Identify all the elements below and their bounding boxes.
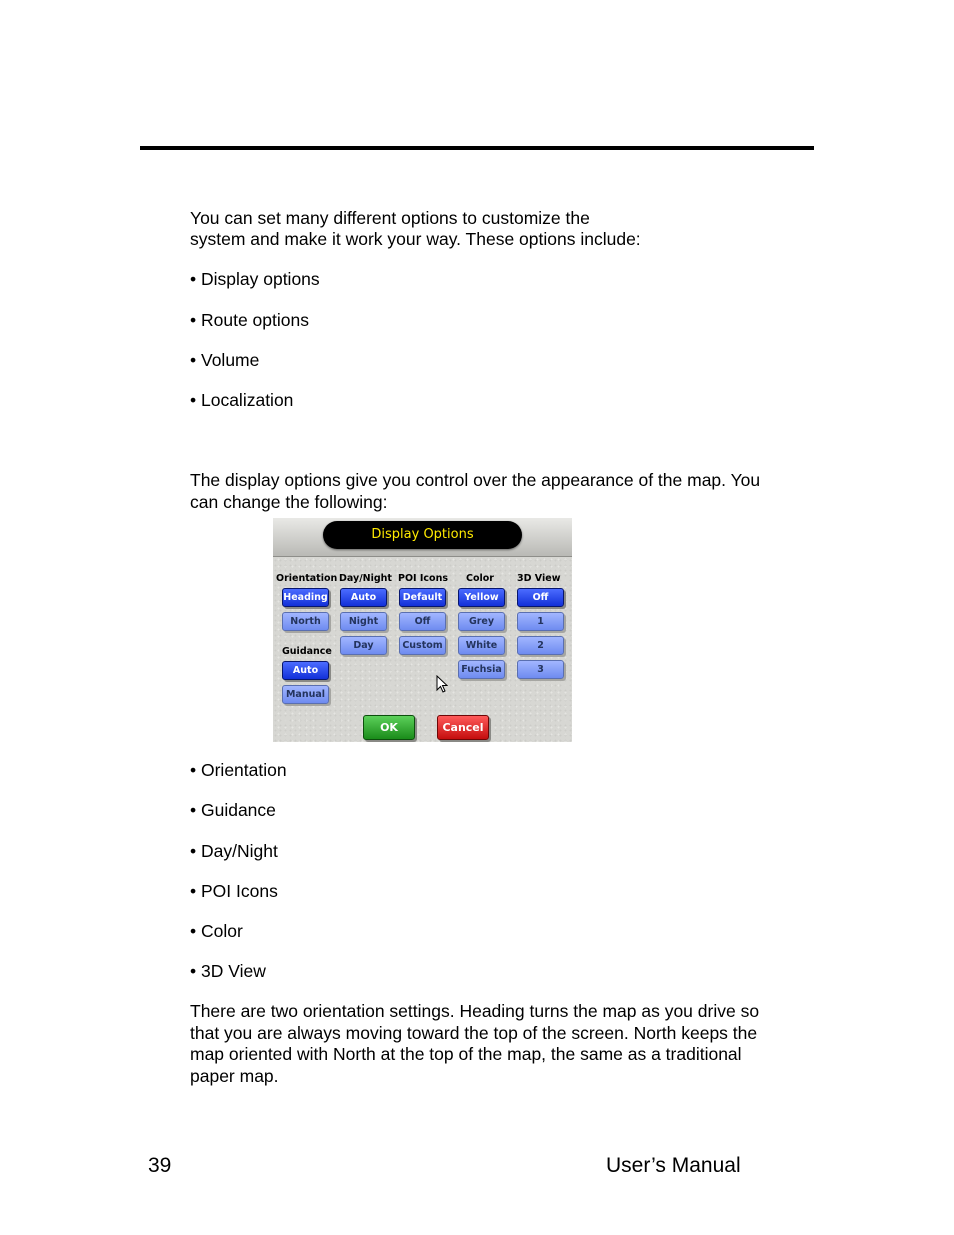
orientation-north-button[interactable]: North [282,612,329,631]
cancel-button[interactable]: Cancel [437,715,489,740]
orientation-header: Orientation [276,573,338,584]
list-item-color: • Color [190,921,243,941]
screen-header [273,518,572,557]
color-grey-button[interactable]: Grey [458,612,505,631]
poi-off-button[interactable]: Off [399,612,446,631]
display-options-screenshot [273,518,572,742]
header-rule [140,146,814,150]
list-item-display-options: • Display options [190,269,320,289]
guidance-header: Guidance [282,646,332,657]
color-fuchsia-button[interactable]: Fuchsia [458,660,505,679]
guidance-manual-button[interactable]: Manual [282,685,329,704]
view3d-off-button[interactable]: Off [517,588,564,607]
poi-header: POI Icons [398,573,448,584]
intro-line-2: system and make it work your way. These options include: [190,229,641,249]
orientation-paragraph-line-3: map oriented with North at the top of the map, the same as a traditional [190,1044,742,1064]
list-item-3d-view: • 3D View [190,961,266,981]
orientation-paragraph-line-4: paper map. [190,1066,279,1086]
list-item-guidance: • Guidance [190,800,276,820]
display-line-2: can change the following: [190,492,388,512]
daynight-night-button[interactable]: Night [340,612,387,631]
list-item-volume: • Volume [190,350,260,370]
ok-button[interactable]: OK [363,715,415,740]
orientation-heading-button[interactable]: Heading [282,588,329,607]
daynight-header: Day/Night [339,573,392,584]
view3d-2-button[interactable]: 2 [517,636,564,655]
list-item-orientation: • Orientation [190,760,287,780]
daynight-auto-button[interactable]: Auto [340,588,387,607]
daynight-day-button[interactable]: Day [340,636,387,655]
orientation-paragraph-line-2: that you are always moving toward the top of the screen. North keeps the [190,1023,758,1043]
list-item-localization: • Localization [190,390,294,410]
display-line-1: The display options give you control over the appearance of the map. You [190,470,761,490]
manual-title: User’s Manual [606,1154,741,1177]
guidance-auto-button[interactable]: Auto [282,661,329,680]
color-header: Color [466,573,494,584]
page-number: 39 [148,1154,172,1177]
view3d-1-button[interactable]: 1 [517,612,564,631]
list-item-poi-icons: • POI Icons [190,881,278,901]
view3d-header: 3D View [517,573,561,584]
color-yellow-button[interactable]: Yellow [458,588,505,607]
mouse-pointer-icon [436,675,448,693]
poi-default-button[interactable]: Default [399,588,446,607]
list-item-route-options: • Route options [190,310,309,330]
list-item-daynight: • Day/Night [190,841,278,861]
view3d-3-button[interactable]: 3 [517,660,564,679]
orientation-paragraph-line-1: There are two orientation settings. Heading turns the map as you drive so [190,1001,760,1021]
poi-custom-button[interactable]: Custom [399,636,446,655]
screen-title: Display Options [323,521,522,549]
intro-line-1: You can set many different options to customize the [190,208,590,228]
color-white-button[interactable]: White [458,636,505,655]
